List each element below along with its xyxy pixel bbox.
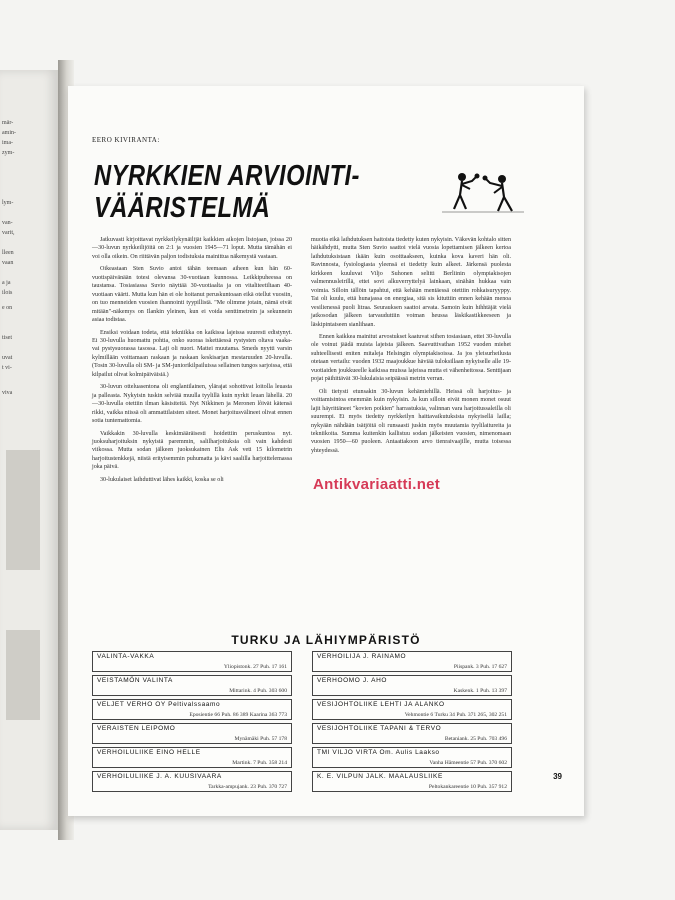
ad-address: Betaniank. 25 Puh. 703 496 bbox=[444, 736, 507, 742]
left-page-text: van- bbox=[2, 220, 13, 226]
left-page-photo bbox=[6, 630, 40, 720]
article-paragraph: Oli tietysti etunsakin 30-luvun kehämiehillä. Heissä oli harjoitus- ja voittamisintoa enemmän kuin nykyisin. Ja kun silloin eivät monen monet osuut lajit häyrittäneet "kovien poikien" harrastuksia, valinnan vara harjoitussaleilla oli suurempi. Ei myös tiedetty nyrkkeilyn haittavaikutuksista nykyisellä lailla; nykyään nähdään isätjöitä oli runsaasti juskin myös muutamia tyylilaitureita ja tekniikoita. Summa kuitenkin kallistuu sodan jälkeisten vuosien, nimenomaan vuosien 1950—60 puoleen. Antaattakoon arvo tienraivaajille, mutta toisessa yhteydessä. bbox=[311, 388, 511, 454]
ad-box bbox=[312, 675, 512, 696]
ad-name: VESIJOHTOLIIKE TAPANI & TERVO bbox=[317, 725, 442, 732]
ad-address: Mynämäki Puh. 57 178 bbox=[234, 736, 287, 742]
ad-address: Martink. 7 Puh. 358 214 bbox=[232, 760, 287, 766]
article-paragraph: Ensiksi voidaan todeta, että tekniikka on kaikissa lajeissa suuresti edistynyt. Ei 30-luvulla huomattu pohtia, onko suoraa iskettäessä rystysten oltava vaaka- vai pystysuorassa tasossa. Laji oli nuori. Mattei muutama. Smeds nyytti varsin kylmillään voittamaan raskaan ja raskaan keskisarjan mestaruuden 20-luvulla. (Tosin 30-luvulla oli SM- ja SM-juniorikilpailuissa sellainen tungos sarjoissa, että kilpailut olivat kolmipäiväisiä.) bbox=[92, 329, 292, 378]
ad-address: Peltokankareentie 10 Puh. 357 912 bbox=[428, 784, 507, 790]
ad-address: Mittarink. 4 Puh. 303 600 bbox=[229, 688, 287, 694]
ad-address: Tarkka-ampujank. 23 Puh. 370 727 bbox=[208, 784, 287, 790]
ad-address: Vehmontie 6 Turku 34 Puh. 371 265, 302 251 bbox=[404, 712, 507, 718]
ad-address: Piispank. 3 Puh. 17 627 bbox=[453, 664, 507, 670]
ad-name: VEISTAMÖN VALINTA bbox=[97, 677, 173, 684]
ads-section-title: TURKU JA LÄHIYMPÄRISTÖ bbox=[231, 633, 421, 647]
article-paragraph: Vaikkakin 30-luvulla keskimääräisesti hoidettiin peruskuntoa nyt. juoksuharjoituksin nykyistä paremmin, salilharjoituksia oli vain kahdesti viikossa. Mutta sodan jälkeen juoksukainen Elis Ask veti 15 kilometrin harjoitustenkkejä, niistä erityisemmin puhumatta ja kävi saalilla harjoittelemassa joka päivä. bbox=[92, 430, 292, 471]
article-paragraph: Oikeastaan Sten Suvio antoi tähän teemaan aiheen kun hän 60-vuotispäivänään totesi olevansa 30-vuotiaan kunnossa. Leikkipuheessa on taustansa. Tosiasiassa Suvio näyttää 30-vuotiaalta ja on vitaliteetiltaan 40-vuotiaan väärti. Mutta kun hän ei ole hoitanut peruskuntoaan eikä otellut vuosiin, on tuo menneiden vuosien ihannointi tyypillistä. "Me olimme jotain, nämä eivät mitään"-näkemys on Ilankin yleinen, kun ei voida senttimetrein ja sekunnein asiaa todistaa. bbox=[92, 266, 292, 324]
left-page-text: a ja bbox=[2, 280, 11, 286]
ad-name: VERAISTEN LEIPOMO bbox=[97, 725, 176, 732]
left-page-text: lleen bbox=[2, 250, 14, 256]
left-page-text: zym- bbox=[2, 150, 15, 156]
ad-name: VERHOOMO J. AHO bbox=[317, 677, 388, 684]
left-page-text: lym- bbox=[2, 200, 14, 206]
left-page-text: mär- bbox=[2, 120, 14, 126]
ad-name: VESIJOHTOLIIKE LEHTI JA ALANKO bbox=[317, 701, 445, 708]
left-page-text: viva bbox=[2, 390, 13, 396]
article-paragraph: Jatkuvasti kirjoittavat nyrkkeilykynäilijät kaikkien aikojen listojaan, joissa 20—30-luvun nyrkkeilijöitä on 2:1 ja vuosien 1945—71 loput. Mutta tämähän ei voi olla oikein. On riittävän paljon todistuksia mainittua näkemystä vastaan. bbox=[92, 237, 292, 260]
ad-name: VELJET VERHO OY Peltivalssaamo bbox=[97, 701, 221, 708]
ad-box bbox=[312, 771, 512, 792]
ad-address: Kaskenk. 1 Puh. 13 397 bbox=[453, 688, 507, 694]
ad-address: Yliopistonk. 27 Puh. 17 161 bbox=[223, 664, 287, 670]
ad-box bbox=[92, 651, 292, 672]
left-page-text: ima- bbox=[2, 140, 13, 146]
ad-name: VERHOILULIIKE J. A. KUUSIVAARA bbox=[97, 773, 222, 780]
ad-box bbox=[312, 747, 512, 768]
article-column-2 bbox=[311, 236, 511, 455]
ad-address: Eposientie 66 Puh. 86 389 Kaarina 363 773 bbox=[189, 712, 287, 718]
ad-name: VERHOILULIIKE EINO HELLE bbox=[97, 749, 201, 756]
boxers-illustration bbox=[442, 169, 524, 215]
article-author: EERO KIVIRANTA: bbox=[92, 136, 160, 144]
left-page-text: varit, bbox=[2, 230, 15, 236]
ad-name: VALINTA-VAKKA bbox=[97, 653, 155, 660]
ad-name: K. E. VILPUN JALK. MAALAUSLIIKE bbox=[317, 773, 443, 780]
article-column-1 bbox=[92, 236, 292, 484]
article-paragraph: Ennen kaikkea mainitut arvostukset kaatuvat siihen tosiasiaan, ettei 30-luvulla ole voinut jäädä muista lajeista jälkeen. Saavuttivathan 1952 vuoden miehet suhteellisesti eniten mitaleja Helsingin olympiakisoissa. Ja jos yleisurheilusta otetaan vertailu: vuoden 1932 maajoukkue häviää tuloksillaan nykyiselle alle 19-vuotiaiden joukkueelle kaikissa muissa lajeissa mutta ei vähenheitossa. Senttijaan pojat päihittävät 30-lukulaisia seipäässä metrin verran. bbox=[311, 333, 511, 383]
watermark: Antikvariaatti.net bbox=[313, 476, 441, 493]
ad-box bbox=[92, 699, 292, 720]
left-page-text: tiset bbox=[2, 335, 12, 341]
ads-column-left bbox=[92, 651, 292, 795]
ad-box bbox=[92, 771, 292, 792]
article-title-line2: VÄÄRISTELMÄ bbox=[94, 192, 271, 224]
left-page-text: uvat bbox=[2, 355, 13, 361]
ad-box bbox=[92, 675, 292, 696]
left-page-text: e on bbox=[2, 305, 13, 311]
article-paragraph: 30-luvun otteluasentona oli englantilainen, ylärajat sohottivat loitolla leuasta ja palleasta. Nykyisin tuskin selviää muulla tyylillä kuin nyrkit leuan lähellä. 20—30-luvulla otettiin ilman käsisiteitä. Nyt Nikkinen ja Meronen lõivät kätensä rikki, vaikka niissä oli ammattilaisten siteet. Monet harjoitusvälineet olivat ennen sotia tuntemattomia. bbox=[92, 384, 292, 425]
ads-column-right bbox=[312, 651, 512, 795]
page-number: 39 bbox=[553, 772, 562, 781]
magazine-page bbox=[68, 86, 584, 816]
article-paragraph: 30-lukulaiset laihduttivat lähes kaikki, koska se oli bbox=[100, 476, 224, 483]
article-title-line1: NYRKKIEN ARVIOINTI- bbox=[94, 160, 360, 192]
ad-name: TMI VILJO VIRTA Om. Aulis Laakso bbox=[317, 749, 440, 756]
ad-name: VERHOILIJA J. RAINAMO bbox=[317, 653, 407, 660]
left-page-text: t vi- bbox=[2, 365, 12, 371]
ad-box bbox=[312, 699, 512, 720]
left-page-photo bbox=[6, 450, 40, 570]
ad-box bbox=[92, 723, 292, 744]
left-page-text: amin- bbox=[2, 130, 16, 136]
article-paragraph: muotia eikä laihdutuksen haitoista tiedetty kuten nykyisin. Väkevän kohtalo sitten häikähdytti, mutta Sten Suvio saattoi vielä vuosia lopettamisen jälkeen kertoa laihdutuksistaan ikään kuin osoittaakseen, kuinka kova kaveri hän oli. Ravinnosta, fysiologiasta yleensä ei tiedetty kuin alkeet. Järkensä puolesta kirkkeen kuuluvat Viljo Suhonen selitti Berliinin olympiakisojen valmennusleirillä, ettei sovi alkuverryttelyä lainkaan, sinähän hukkaa vain voimia. Silloin tällöin tapahtui, että kehään mentäessä otettiin rohkaisuryyppy. Tai oli kuulu, että hunajassa on energiaa, sitä sis kituttiin ennen kehään menoa vesilienessä puoli litraa. Seurauksen saattoi arvata. Samoin kuin hihhtäjät vielä jatkosodan jälkeen tarvauduttiin voiman heussa läskikastikkeeseen ja läskipintaiseen sianlihaan. bbox=[311, 237, 511, 328]
ad-address: Vanha Hämeentie 57 Puh. 370 602 bbox=[429, 760, 507, 766]
ad-box bbox=[312, 651, 512, 672]
left-page-text: vaan bbox=[2, 260, 14, 266]
ad-box bbox=[92, 747, 292, 768]
left-page-edge bbox=[0, 70, 58, 830]
left-page-text: ilois bbox=[2, 290, 13, 296]
ad-box bbox=[312, 723, 512, 744]
